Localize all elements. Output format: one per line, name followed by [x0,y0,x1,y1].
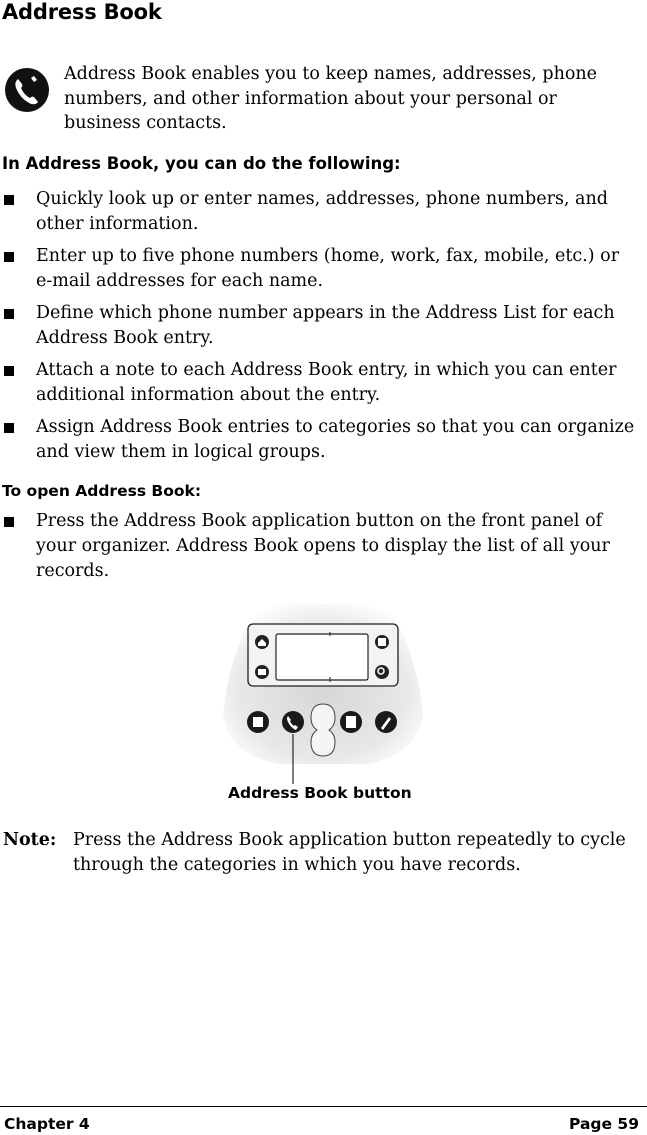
list-item: Assign Address Book entries to categories so that you can organize and view them in logical groups. [0,415,647,465]
list-item: Enter up to five phone numbers (home, work, fax, mobile, etc.) or e-mail addresses for each name. [0,244,647,294]
organizer-illustration [218,604,428,784]
open-heading: To open Address Book: [2,482,202,500]
address-book-button-callout: Address Book button [228,784,412,802]
bullet-square-icon [4,252,14,262]
list-item: Press the Address Book application button on the front panel of your organizer. Address Book opens to display the list of all your records. [0,509,647,584]
open-steps-list [0,509,647,584]
address-book-phone-icon [3,66,51,114]
footer-page-number: Page 59 [569,1115,639,1133]
footer-divider [0,1106,647,1107]
bullet-square-icon [4,517,14,527]
menu-icon [255,665,269,679]
bullet-square-icon [4,366,14,376]
find-icon [375,665,389,679]
features-heading: In Address Book, you can do the following: [2,154,401,173]
note-text: Press the Address Book application button repeatedly to cycle through the categories in which you have records. [73,830,626,875]
list-item: Quickly look up or enter names, addresses, phone numbers, and other information. [0,187,647,237]
features-list [0,187,647,472]
address-book-icon [282,711,304,733]
todo-list-icon [340,711,362,733]
bullet-square-icon [4,195,14,205]
date-book-icon [247,711,269,733]
note-block [3,828,639,878]
bullet-square-icon [4,423,14,433]
memo-pad-icon [375,711,397,733]
note-label: Note: [3,830,57,850]
home-icon [255,635,269,649]
list-item: Attach a note to each Address Book entry, in which you can enter additional information about the entry. [0,358,647,408]
list-item: Define which phone number appears in the Address List for each Address Book entry. [0,301,647,351]
section-title: Address Book [2,0,162,24]
footer-chapter: Chapter 4 [4,1115,90,1133]
bullet-square-icon [4,309,14,319]
calculator-icon [375,635,389,649]
intro-paragraph: Address Book enables you to keep names, addresses, phone numbers, and other information about your personal or business contacts. [64,64,597,133]
